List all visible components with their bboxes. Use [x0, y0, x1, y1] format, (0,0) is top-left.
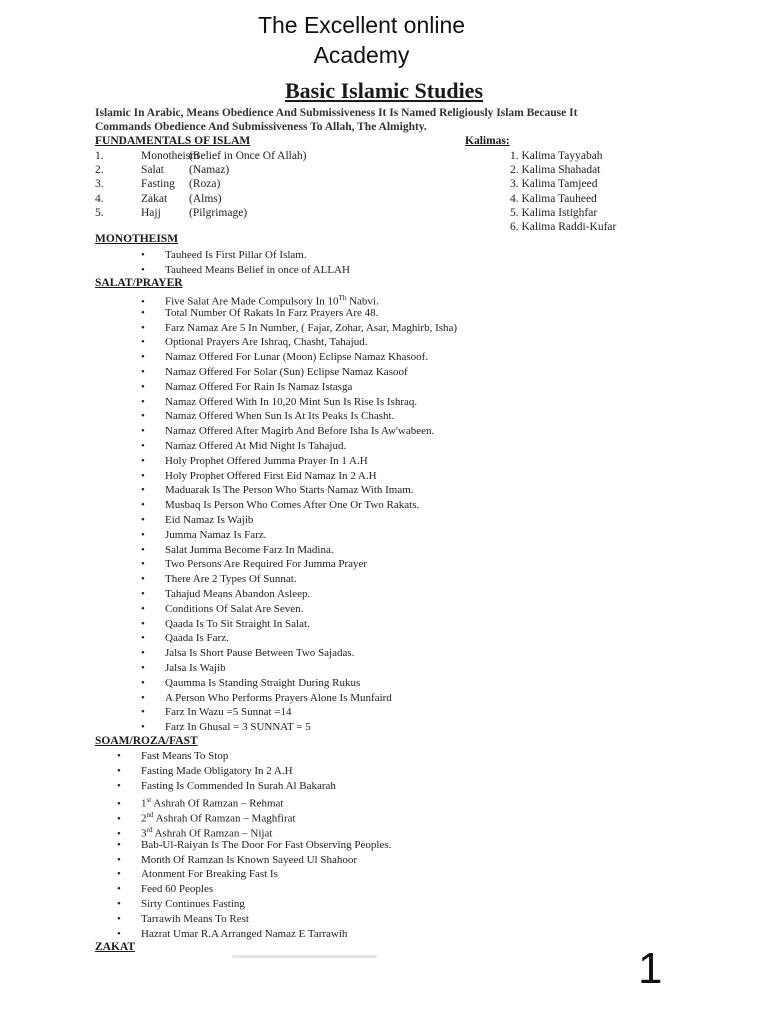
list-item: • There Are 2 Types Of Sunnat.	[141, 572, 457, 587]
list-item: • Farz In Ghusal = 3 SUNNAT = 5	[141, 720, 457, 735]
list-item: • Tauheed Means Belief in once of ALLAH	[141, 263, 350, 278]
list-item: • Namaz Offered At Mid Night Is Tahajud.	[141, 439, 457, 454]
item-number: 1.	[95, 150, 104, 162]
list-item	[117, 793, 391, 811]
list-item: • Farz Namaz Are 5 In Number, ( Fajar, Zohar, Asar, Maghirb, Isha)	[141, 321, 457, 336]
list-item: • Total Number Of Rakats In Farz Prayers Are 48.	[141, 306, 457, 321]
list-item: • Namaz Offered With In 10,20 Mint Sun Is Rise Is Ishraq.	[141, 395, 457, 410]
list-item: • Tarrawih Means To Rest	[117, 912, 391, 927]
list-item-text: Five Salat Are Made Compulsory In 10	[165, 295, 339, 308]
kalima-item: 4. Kalima Tauheed	[510, 192, 597, 205]
fundamentals-list	[95, 149, 307, 220]
list-item: • Salat Jumma Become Farz In Madina.	[141, 543, 457, 558]
fundamental-item	[95, 177, 307, 191]
list-item-text: Nabvi.	[346, 295, 379, 308]
kalima-item: 6. Kalima Raddi-Kufar	[510, 220, 617, 233]
intro-line: Commands Obedience And Submissiveness To Allah, The Almighty.	[95, 121, 427, 133]
ashrah-number: 3	[141, 827, 147, 840]
list-item	[141, 291, 457, 306]
list-item-text: Ashrah Of Ramzan – Rehmat	[151, 798, 284, 811]
item-number: 2.	[95, 164, 104, 177]
list-item-text: Ashrah Of Ramzan – Nijat	[152, 827, 273, 840]
list-item: • Jumma Namaz Is Farz.	[141, 528, 457, 543]
list-item: • Fast Means To Stop	[117, 749, 391, 764]
item-note: (Namaz)	[189, 164, 230, 177]
list-item: • Namaz Offered When Sun Is At Its Peaks Is Chasht.	[141, 409, 457, 424]
list-item: • Farz In Wazu =5 Sunnat =14	[141, 705, 457, 720]
item-number: 3.	[95, 178, 104, 191]
kalimas-heading: Kalimas:	[465, 135, 510, 147]
kalima-item: 3. Kalima Tamjeed	[510, 178, 598, 191]
list-item: • A Person Who Performs Prayers Alone Is Munfaird	[141, 691, 457, 706]
list-item: • Tahajud Means Abandon Asleep.	[141, 587, 457, 602]
list-item: • Namaz Offered For Lunar (Moon) Eclipse Namaz Khasoof.	[141, 350, 457, 365]
superscript: Th	[338, 294, 347, 302]
kalima-item: 5. Kalima Istighfar	[510, 206, 598, 219]
list-item-text: Ashrah Of Ramzan – Maghfirat	[153, 812, 296, 825]
item-name: Monotheism	[141, 150, 200, 162]
list-item: • Two Persons Are Required For Jumma Prayer	[141, 557, 457, 572]
list-item: • Month Of Ramzan Is Known Sayeed Ul Shahoor	[117, 853, 391, 868]
list-item: • Namaz Offered For Rain Is Namaz Istasga	[141, 380, 457, 395]
list-item: • Namaz Offered For Solar (Sun) Eclipse Namaz Kasoof	[141, 365, 457, 380]
soam-heading: SOAM/ROZA/FAST	[95, 735, 198, 747]
item-name: Fasting	[141, 178, 175, 191]
monotheism-heading: MONOTHEISM	[95, 233, 179, 245]
superscript: st	[146, 796, 152, 805]
list-item: • Sirty Continues Fasting	[117, 897, 391, 912]
document-title: Basic Islamic Studies	[284, 78, 484, 103]
item-number: 4.	[95, 192, 104, 205]
item-note: (Alms)	[189, 192, 222, 205]
superscript: nd	[146, 811, 154, 820]
intro-paragraph	[95, 106, 655, 134]
salat-list	[141, 291, 457, 735]
faded-text-line	[232, 955, 377, 958]
item-note: (Belief in Once Of Allah)	[189, 150, 307, 162]
fundamentals-heading: FUNDAMENTALS OF ISLAM	[95, 135, 251, 147]
page-number: 1	[638, 944, 663, 993]
list-item: • Conditions Of Salat Are Seven.	[141, 602, 457, 617]
list-item: • Fasting Is Commended In Surah Al Bakarah	[117, 779, 391, 794]
intro-line: Islamic In Arabic, Means Obedience And Submissiveness It Is Named Religiously Islam Because It	[95, 107, 578, 119]
kalima-item: 2. Kalima Shahadat	[510, 164, 601, 177]
soam-list	[117, 749, 391, 941]
monotheism-list	[141, 248, 350, 278]
list-item: • Musbaq Is Person Who Comes After One Or Two Rakats.	[141, 498, 457, 513]
list-item: • Eid Namaz Is Wajib	[141, 513, 457, 528]
list-item: • Tauheed Is First Pillar Of Islam.	[141, 248, 350, 263]
fundamental-item	[95, 206, 307, 220]
kalimas-list	[510, 149, 616, 234]
list-item: • Jalsa Is Wajib	[141, 661, 457, 676]
superscript: rd	[146, 825, 153, 834]
item-number: 5.	[95, 206, 104, 219]
item-name: Zakat	[141, 192, 168, 205]
list-item: • Namaz Offered After Magirb And Before Isha Is Aw'wabeen.	[141, 424, 457, 439]
list-item: • Feed 60 Peoples	[117, 882, 391, 897]
list-item: • Atonment For Breaking Fast Is	[117, 867, 391, 882]
list-item: • Optional Prayers Are Ishraq, Chasht, Tahajud.	[141, 335, 457, 350]
academy-name	[0, 10, 723, 70]
list-item: • Holy Prophet Offered Jumma Prayer In 1 A.H	[141, 454, 457, 469]
list-item: • Qaada Is Farz.	[141, 631, 457, 646]
salat-heading: SALAT/PRAYER	[95, 277, 183, 289]
academy-name-line1: The Excellent online	[257, 12, 466, 38]
list-item: • Maduarak Is The Person Who Starts Namaz With Imam.	[141, 483, 457, 498]
item-name: Hajj	[141, 206, 161, 219]
fundamental-item	[95, 192, 307, 206]
list-item: • Bab-Ul-Raiyan Is The Door For Fast Observing Peoples.	[117, 838, 391, 853]
item-name: Salat	[141, 164, 164, 177]
academy-name-line2: Academy	[313, 42, 410, 68]
ashrah-number: 1	[141, 798, 147, 811]
fundamental-item	[95, 163, 307, 177]
list-item	[117, 823, 391, 838]
fundamental-item	[95, 149, 307, 163]
item-note: (Roza)	[189, 178, 221, 191]
kalima-item: 1. Kalima Tayyabah	[510, 150, 603, 162]
list-item: • Holy Prophet Offered First Eid Namaz In 2 A.H	[141, 469, 457, 484]
zakat-heading: ZAKAT	[95, 941, 136, 953]
list-item	[117, 808, 391, 823]
list-item: • Hazrat Umar R.A Arranged Namaz E Tarrawih	[117, 927, 391, 942]
list-item: • Fasting Made Obligatory In 2 A.H	[117, 764, 391, 779]
ashrah-number: 2	[141, 812, 147, 825]
list-item: • Qaada Is To Sit Straight In Salat.	[141, 617, 457, 632]
list-item: • Jalsa Is Short Pause Between Two Sajadas.	[141, 646, 457, 661]
list-item: • Qaumma Is Standing Straight During Rukus	[141, 676, 457, 691]
item-note: (Pilgrimage)	[189, 206, 248, 219]
